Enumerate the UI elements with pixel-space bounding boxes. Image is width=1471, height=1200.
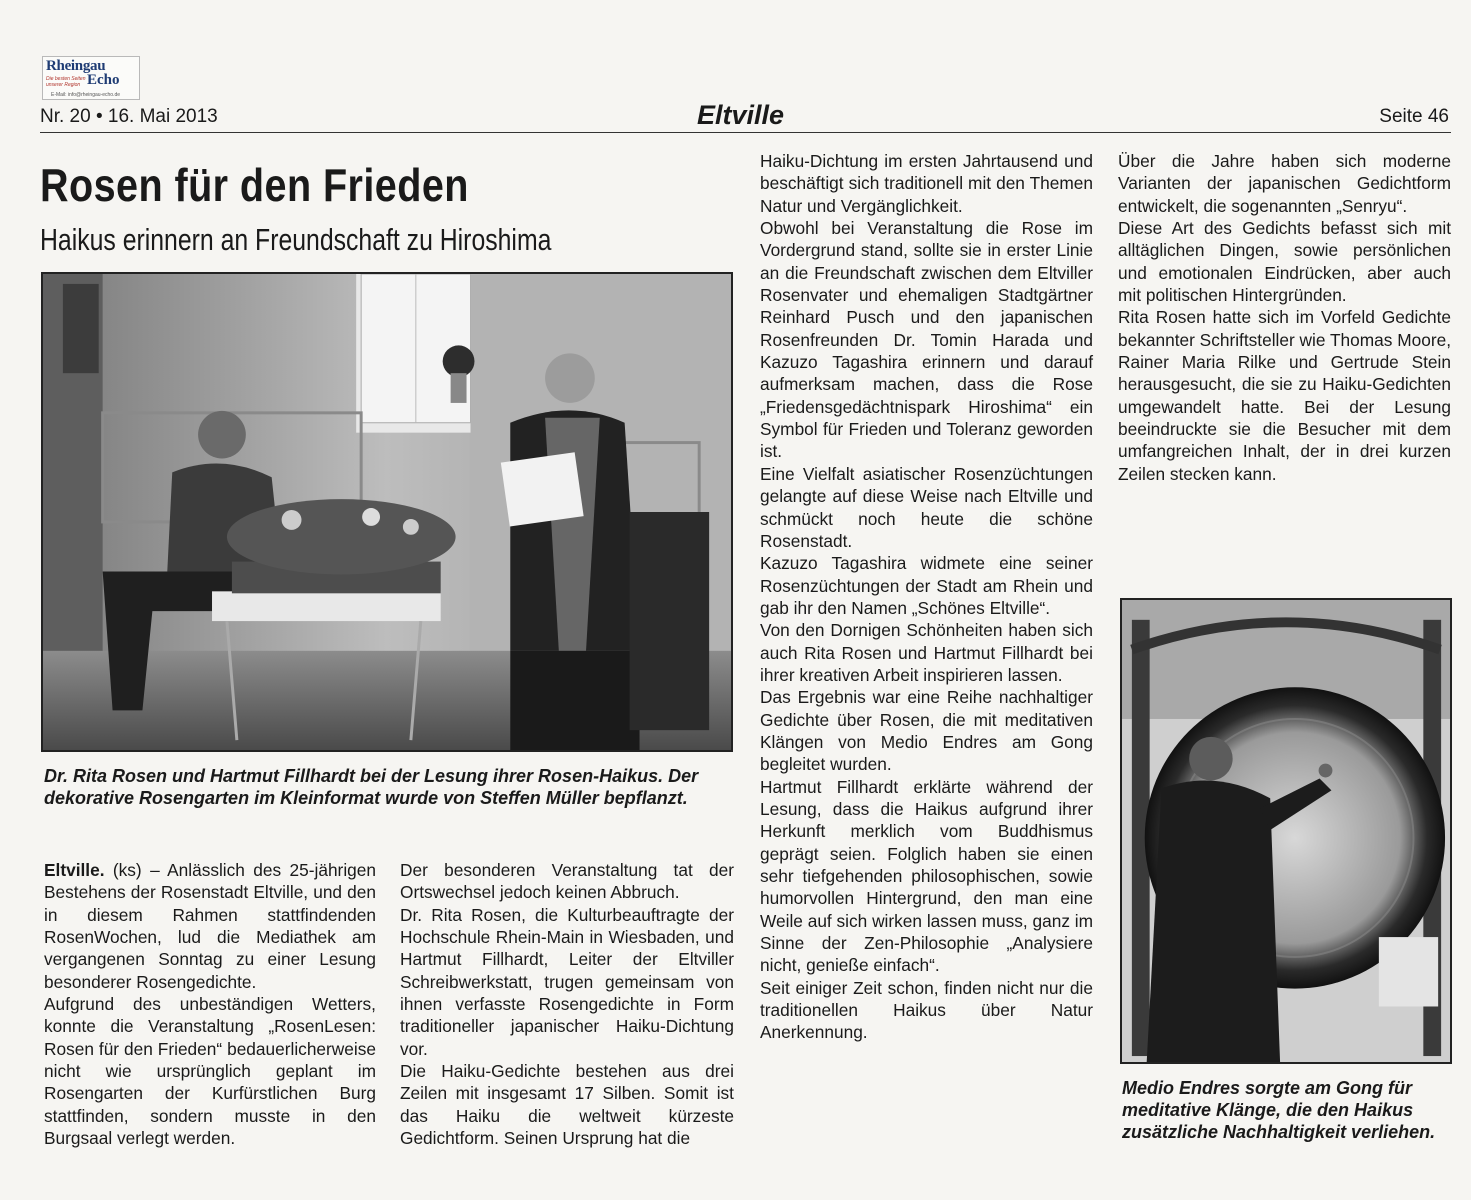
header-rule	[40, 132, 1451, 133]
paragraph: Rita Rosen hatte sich im Vorfeld Gedichte bekannter Schriftsteller wie Thomas Moore, Rainer Maria Rilke und Gertrude Stein herausgesucht, die sie zu Haiku-Gedichten umgewandelt hatte. Bei der Lesung beeindruckte sie die Besucher mit dem umfangreichen Inhalt, der in drei kurzen Zeilen stecken kann.	[1118, 307, 1451, 484]
logo-line1: Rheingau	[46, 58, 106, 74]
page-number: Seite 46	[1379, 106, 1449, 127]
paragraph: Seit einiger Zeit schon, finden nicht nur die traditionellen Haikus über Natur Anerkennung.	[760, 977, 1093, 1043]
paragraph: Eine Vielfalt asiatischer Rosenzüchtungen gelangte auf diese Weise nach Eltville und schmückt noch heute die schöne Rosenstadt.	[760, 463, 1093, 551]
article-column-2	[400, 859, 734, 1149]
paragraph: Dr. Rita Rosen, die Kulturbeauftragte der Hochschule Rhein-Main in Wiesbaden, und Hartmut Fillhardt, Leiter der Eltviller Schreibwerkstatt, trugen gemeinsam von ihnen verfasste Rosengedichte in Form traditioneller japanischer Haiku-Dichtung vor.	[400, 904, 734, 1059]
paragraph: Der besonderen Veranstaltung tat der Ortswechsel jedoch keinen Abbruch.	[400, 860, 734, 903]
dateline: Eltville.	[44, 860, 105, 880]
photo2-caption: Medio Endres sorgte am Gong für meditative Klänge, die den Haikus zusätzliche Nachhaltigkeit verliehen.	[1122, 1078, 1436, 1142]
paragraph: Über die Jahre haben sich moderne Varianten der japanischen Gedichtform entwickelt, die sogenannten „Senryu“.	[1118, 151, 1451, 216]
article-column-1	[44, 859, 376, 1149]
paragraph: Von den Dornigen Schönheiten haben sich auch Rita Rosen und Hartmut Fillhardt bei ihrer kreativen Arbeit inspirieren lassen.	[760, 620, 1093, 685]
paragraph: Kazuzo Tagashira widmete eine seiner Rosenzüchtungen der Stadt am Rhein und gab ihr den Namen „Schönes Eltville“.	[760, 553, 1093, 618]
paragraph: Obwohl bei Veranstaltung die Rose im Vordergrund stand, sollte sie in erster Linie an die Freundschaft zwischen dem Eltviller Rosenvater und ehemaligen Stadtgärtner Reinhard Pusch und den japanischen Rosenfreunden Dr. Tomin Harada und Kazuzo Tagashira erinnern und darauf aufmerksam machen, dass die Rose „Friedensgedächtnispark Hiroshima“ ein Symbol für Frieden und Toleranz geworden ist.	[760, 218, 1093, 462]
photo1-caption: Dr. Rita Rosen und Hartmut Fillhardt bei der Lesung ihrer Rosen-Haikus. Der dekorative Rosengarten im Kleinformat wurde von Steffen Müller bepflanzt.	[44, 766, 699, 808]
rheingau-echo-logo	[42, 56, 140, 100]
logo-email: E-Mail: info@rheingau-echo.de	[51, 92, 121, 98]
paragraph	[44, 859, 376, 993]
paragraph: Aufgrund des unbeständigen Wetters, konnte die Veranstaltung „RosenLesen: Rosen für den Frieden“ bedauerlicherweise nicht wie ursprünglich geplant im Rosengarten der Kurfürstlichen Burg stattfinden, sondern musste in den Burgsaal verlegt werden.	[44, 994, 376, 1149]
article-column-3	[760, 150, 1093, 1044]
paragraph: Hartmut Fillhardt erklärte während der Lesung, dass die Haikus aufgrund ihrer Herkunft merklich vom Buddhismus geprägt seien. Folglich haben sie einen sehr tiefgehenden philosophischen, sowie humorvollen Hintergrund, den man eine Weile auf sich wirken lassen muss, ganz im Sinne der Zen-Philosophie „Analysiere nicht, genieße einfach“.	[760, 776, 1093, 976]
issue-date: Nr. 20 • 16. Mai 2013	[40, 106, 218, 127]
article-subheadline: Haikus erinnern an Freundschaft zu Hiroshima	[40, 222, 552, 257]
article-headline: Rosen für den Frieden	[40, 159, 469, 211]
article-column-4	[1118, 150, 1451, 485]
gong-photo	[1120, 598, 1452, 1064]
logo-line2: Echo	[87, 72, 120, 88]
paragraph: Haiku-Dichtung im ersten Jahrtausend und beschäftigt sich traditionell mit den Themen Natur und Vergänglichkeit.	[760, 151, 1093, 216]
section-title: Eltville	[697, 100, 785, 130]
paragraph-text: (ks) – Anlässlich des 25-jährigen Bestehens der Rosenstadt Eltville, und den in diesem Rahmen stattfindenden RosenWochen, lud die Mediathek am vergangenen Sonntag zu einer Lesung besonderer Rosengedichte.	[44, 860, 376, 992]
paragraph: Diese Art des Gedichts befasst sich mit alltäglichen Dingen, sowie persönlichen und emotionalen Eindrücken, aber auch mit politischen Hintergründen.	[1118, 218, 1451, 306]
paragraph: Die Haiku-Gedichte bestehen aus drei Zeilen mit insgesamt 17 Silben. Somit ist das Haiku die weltweit kürzeste Gedichtform. Seinen Ursprung hat die	[400, 1061, 734, 1149]
reading-photo	[41, 272, 733, 752]
logo-tagline: Die besten Seiten unserer Region	[46, 76, 86, 88]
paragraph: Das Ergebnis war eine Reihe nachhaltiger Gedichte über Rosen, die mit meditativen Klängen von Medio Endres am Gong begleitet wurden.	[760, 687, 1093, 775]
